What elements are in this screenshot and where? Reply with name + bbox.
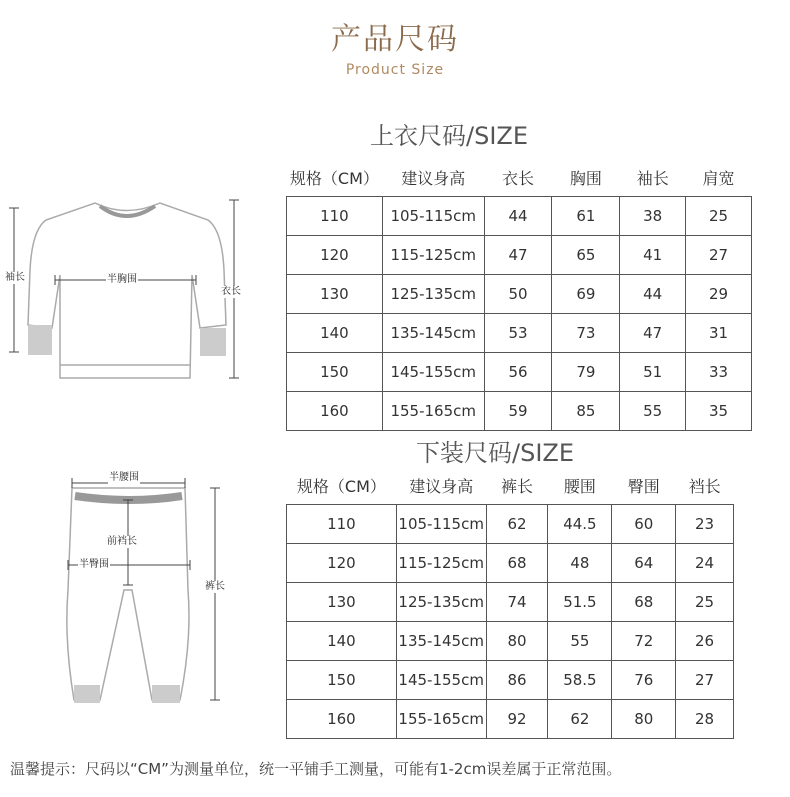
- cell: 55: [548, 622, 612, 661]
- cell: 145-155cm: [382, 353, 484, 392]
- cell: 85: [552, 392, 620, 431]
- cell: 44: [620, 275, 686, 314]
- header-height: 建议身高: [409, 476, 474, 496]
- table-row: [287, 353, 752, 392]
- cell: 55: [620, 392, 686, 431]
- cell: 23: [676, 505, 734, 544]
- cell: 25: [686, 197, 752, 236]
- pants-length-label: 裤长: [205, 581, 225, 592]
- half-chest-label: 半胸围: [107, 274, 137, 285]
- front-rise-label: 前裆长: [107, 536, 137, 547]
- header-hip: 臀围: [627, 476, 660, 496]
- cell: 62: [486, 505, 548, 544]
- cell: 79: [552, 353, 620, 392]
- header-pants-length: 裤长: [501, 476, 534, 496]
- cell: 60: [612, 505, 676, 544]
- cell: 62: [548, 700, 612, 739]
- cell: 68: [612, 583, 676, 622]
- cell: 64: [612, 544, 676, 583]
- page-title: 产品尺码: [331, 22, 459, 57]
- cell: 105-115cm: [396, 505, 486, 544]
- cell: 38: [620, 197, 686, 236]
- cell: 68: [486, 544, 548, 583]
- cell: 61: [552, 197, 620, 236]
- cell: 150: [287, 661, 397, 700]
- cell: 140: [287, 622, 397, 661]
- shirt-length-label: 衣长: [221, 286, 241, 297]
- header-spec: 规格（CM）: [296, 476, 386, 496]
- cell: 155-165cm: [382, 392, 484, 431]
- table-row: [287, 197, 752, 236]
- cell: 145-155cm: [396, 661, 486, 700]
- cell: 76: [612, 661, 676, 700]
- cell: 29: [686, 275, 752, 314]
- cell: 72: [612, 622, 676, 661]
- table-row: [287, 583, 734, 622]
- cell: 28: [676, 700, 734, 739]
- header-height: 建议身高: [401, 168, 466, 188]
- cell: 58.5: [548, 661, 612, 700]
- table-header-row: [287, 158, 752, 197]
- cell: 140: [287, 314, 383, 353]
- cell: 47: [484, 236, 552, 275]
- cell: 130: [287, 275, 383, 314]
- cell: 125-135cm: [396, 583, 486, 622]
- cell: 44: [484, 197, 552, 236]
- cell: 31: [686, 314, 752, 353]
- cell: 74: [486, 583, 548, 622]
- cell: 56: [484, 353, 552, 392]
- cell: 25: [676, 583, 734, 622]
- table-row: [287, 700, 734, 739]
- cell: 105-115cm: [382, 197, 484, 236]
- cell: 51.5: [548, 583, 612, 622]
- bottom-size-title: 下装尺码/SIZE: [416, 439, 575, 467]
- footer-note: 温馨提示：尺码以“CM”为测量单位，统一平铺手工测量，可能有1-2cm误差属于正常范围。: [10, 760, 622, 778]
- header-length: 衣长: [502, 168, 535, 188]
- header-sleeve: 袖长: [636, 168, 669, 188]
- cell: 73: [552, 314, 620, 353]
- cell: 48: [548, 544, 612, 583]
- cell: 155-165cm: [396, 700, 486, 739]
- table-row: [287, 392, 752, 431]
- table-row: [287, 661, 734, 700]
- table-row: [287, 236, 752, 275]
- header-spec: 规格（CM）: [289, 168, 379, 188]
- header-chest: 胸围: [569, 168, 602, 188]
- cell: 86: [486, 661, 548, 700]
- cell: 80: [486, 622, 548, 661]
- cell: 125-135cm: [382, 275, 484, 314]
- cell: 110: [287, 197, 383, 236]
- cell: 110: [287, 505, 397, 544]
- header-rise: 裆长: [688, 476, 721, 496]
- cell: 115-125cm: [396, 544, 486, 583]
- bottom-size-table: [286, 466, 734, 739]
- header-shoulder: 肩宽: [702, 168, 735, 188]
- cell: 92: [486, 700, 548, 739]
- cell: 26: [676, 622, 734, 661]
- cell: 135-145cm: [396, 622, 486, 661]
- cell: 47: [620, 314, 686, 353]
- header-waist: 腰围: [563, 476, 596, 496]
- table-row: [287, 505, 734, 544]
- cell: 150: [287, 353, 383, 392]
- cell: 59: [484, 392, 552, 431]
- cell: 120: [287, 236, 383, 275]
- cell: 27: [686, 236, 752, 275]
- cell: 41: [620, 236, 686, 275]
- cell: 80: [612, 700, 676, 739]
- cell: 33: [686, 353, 752, 392]
- cell: 51: [620, 353, 686, 392]
- table-header-row: [287, 466, 734, 505]
- sleeve-length-label: 袖长: [5, 272, 25, 283]
- table-row: [287, 314, 752, 353]
- cell: 27: [676, 661, 734, 700]
- cell: 120: [287, 544, 397, 583]
- cell: 50: [484, 275, 552, 314]
- cell: 35: [686, 392, 752, 431]
- cell: 24: [676, 544, 734, 583]
- cell: 65: [552, 236, 620, 275]
- table-row: [287, 544, 734, 583]
- cell: 160: [287, 392, 383, 431]
- table-row: [287, 622, 734, 661]
- top-size-table: [286, 158, 752, 431]
- cell: 69: [552, 275, 620, 314]
- top-size-title: 上衣尺码/SIZE: [370, 122, 529, 150]
- cell: 53: [484, 314, 552, 353]
- half-waist-label: 半腰围: [109, 472, 139, 483]
- cell: 130: [287, 583, 397, 622]
- table-row: [287, 275, 752, 314]
- cell: 115-125cm: [382, 236, 484, 275]
- page-subtitle: Product Size: [345, 62, 445, 78]
- cell: 44.5: [548, 505, 612, 544]
- half-hip-label: 半臀围: [79, 559, 109, 570]
- cell: 160: [287, 700, 397, 739]
- cell: 135-145cm: [382, 314, 484, 353]
